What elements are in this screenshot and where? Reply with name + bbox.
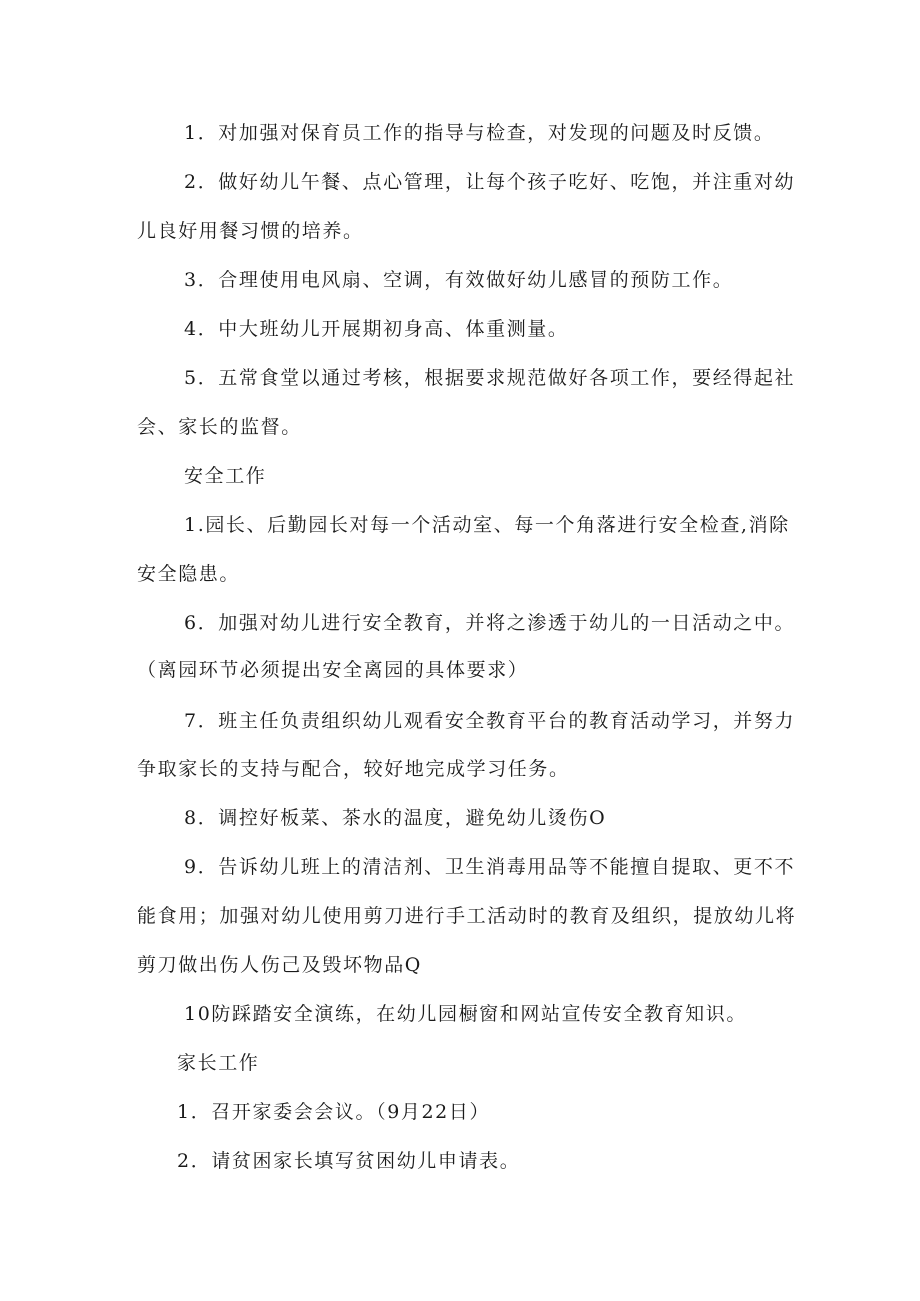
item-5-canteen: 5．五常食堂以通过考核，根据要求规范做好各项工作，要经得起社 xyxy=(184,367,796,389)
section-heading-safety: 安全工作 xyxy=(184,465,267,487)
item-1-care-staff: 1．对加强对保育员工作的指导与检查，对发现的问题及时反馈。 xyxy=(184,122,775,144)
item-5-canteen-cont: 会、家长的监督。 xyxy=(137,416,302,438)
safety-item-1-inspection-cont: 安全隐患。 xyxy=(137,563,241,585)
safety-item-9-hazards: 9．告诉幼儿班上的清洁剂、卫生消毒用品等不能擅自提取、更不不 xyxy=(184,856,796,878)
section-heading-parents: 家长工作 xyxy=(177,1052,260,1074)
item-3-cold-prevention: 3．合理使用电风扇、空调，有效做好幼儿感冒的预防工作。 xyxy=(184,269,734,291)
safety-item-8-temperature: 8．调控好板菜、茶水的温度，避免幼儿烫伤O xyxy=(184,807,607,829)
item-4-measurement: 4．中大班幼儿开展期初身高、体重测量。 xyxy=(184,318,569,340)
safety-item-7-platform-cont: 争取家长的支持与配合，较好地完成学习任务。 xyxy=(137,758,570,780)
safety-item-10-drill: 10防踩踏安全演练，在幼儿园橱窗和网站宣传安全教育知识。 xyxy=(184,1003,747,1025)
safety-item-6-education: 6．加强对幼儿进行安全教育，并将之渗透于幼儿的一日活动之中。 xyxy=(184,612,796,634)
safety-item-1-inspection: 1.园长、后勤园长对每一个活动室、每一个角落进行安全检查,消除 xyxy=(184,514,790,536)
safety-item-6-education-cont: （离园环节必须提出安全离园的具体要求） xyxy=(137,659,529,681)
parents-item-1-meeting: 1．召开家委会会议。（9月22日） xyxy=(177,1101,491,1123)
safety-item-9-hazards-cont-2: 剪刀做出伤人伤己及毁坏物品Q xyxy=(137,954,422,976)
item-2-meals: 2．做好幼儿午餐、点心管理，让每个孩子吃好、吃饱，并注重对幼 xyxy=(184,171,796,193)
parents-item-2-application: 2．请贫困家长填写贫困幼儿申请表。 xyxy=(177,1150,521,1172)
safety-item-7-platform: 7．班主任负责组织幼儿观看安全教育平台的教育活动学习，并努力 xyxy=(184,710,796,732)
item-2-meals-cont: 儿良好用餐习惯的培养。 xyxy=(137,220,364,242)
safety-item-9-hazards-cont: 能食用；加强对幼儿使用剪刀进行手工活动时的教育及组织，提放幼儿将 xyxy=(137,905,797,927)
